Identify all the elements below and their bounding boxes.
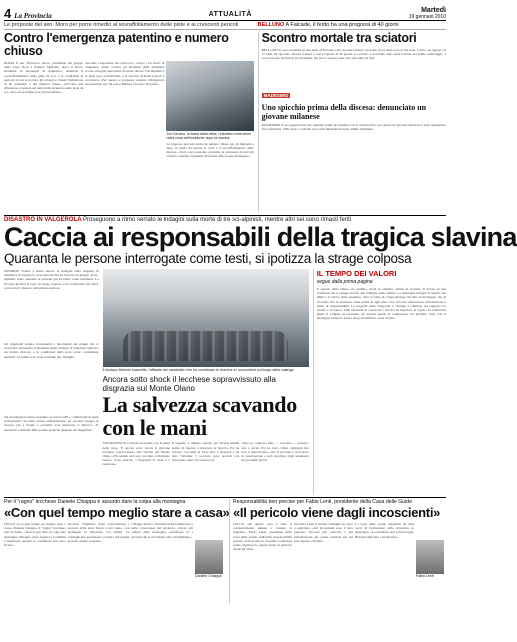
page-header — [4, 3, 446, 21]
madesimo-headline: Uno spicchio prima della discesa: denunciato un giovane milanese — [261, 103, 427, 121]
salvezza-col-3: «Non so come ho fatto — racconta — pensavo solo a uscire. Poi ho visto i miei compagni che non si muovevano». Ora il giovane è ricoverato in osservazione e sarà ascoltato dagli inquirenti nei prossimi giorni. — [241, 441, 309, 463]
chiappa-portrait — [195, 540, 223, 574]
page-number: 4 — [4, 6, 12, 21]
lenti-headline: «Il pericolo viene dagli incoscienti» — [233, 505, 441, 520]
strip-left: Le proposte del sen. Moro per porre rimedio al sovraffollamento delle piste e ai crescenti pericoli — [4, 22, 239, 28]
chiappa-strip: Per il "ragno" lecchese Daniele Chiappa è assurdo dare la colpa alla montagna — [4, 499, 186, 505]
article-scontro — [258, 32, 446, 212]
disaster-label: DISASTRO IN VALGEROLA — [4, 217, 82, 223]
chiappa-headline: «Con quel tempo meglio stare a casa» — [4, 505, 230, 520]
salvezza-col-2: Il ragazzo è rimasto sepolto per diversi minuti prima di riuscire a muovere le braccia. Poi ha scavato con tutte le forze fino a liberarsi e ha dato l'allarme. I soccorsi sono arrivati con l'elicottero dopo circa mezz'ora. — [171, 441, 240, 463]
lenti-col-1: LECCO «In questo caso è stato il comportamento umano a causare la tragedia». Fabio Lenti, presidente della Casa delle Guide, individua responsabilità precise. «Chi si muove in quelle condizioni senza rispettare le regole mette in pericolo anche gli altri». — [233, 522, 292, 552]
bottom-row — [4, 497, 446, 604]
chiappa-col-2: Secondo l'alpinista, molti sottovalutano i pericoli della neve fresca e del vento. «La montagna va affrontata con umiltà. Le valanghe non perdonano e anche i più esperti possono essere sorpresi». — [67, 522, 130, 543]
lenti-columns — [233, 522, 446, 604]
strip-right-text: A Falcade, il ferito ha una prognosi di 40 giorni — [285, 22, 399, 28]
patentino-col-1: ROMA Il sen. Francesco Moro, presidente del gruppo della Lega Nord a Palazzo Madama, dopo il nuovo incidente in montagna di domenica, denuncia il «sovraffollamento delle piste da sci» e le condizioni di pericolo in cui si trovano gli sciatori e chiede l'istituzione di un patentino e del numero chiuso. «Occorre una riflessione profonda sul tema della sicurezza sulle piste da sci, che è un problema non più rinviabile». — [4, 61, 84, 95]
headline-patentino: Contro l'emergenza patentino e numero chiuso — [4, 31, 229, 58]
patentino-photo-caption: Sul Cervino, la frana dalla vetta: l'elicottero interviene nella zona dell'incidente dopo la slavina — [166, 132, 252, 141]
main-headline: Caccia ai responsabili della tragica slavina — [4, 222, 517, 252]
lenti-col-2: Secondo Lenti il rischio valanghe era noto e segnalato. «Gli incoscienti sono il vero pericolo. Occorre più controllo e più informazione, ma anche sanzioni per chi non rispetta i divieti». — [294, 522, 353, 543]
rescue-photo-caption: Il sindaco Michele Ioannidis, l'ufficiale dei carabinieri che ha coordinato le ricerche e i soccorritori sul luogo della valanga — [102, 368, 294, 372]
rescue-crowd — [123, 331, 288, 361]
chiappa-portrait-col — [195, 522, 225, 604]
main-subheadline: Quaranta le persone interrogate come testi, si ipotizza la strage colposa — [4, 251, 412, 266]
editorial-subhead: segue dalla prima pagina — [316, 279, 373, 285]
main-body-2: Gli inquirenti stanno ricostruendo i movimenti dei gruppi che si trovavano sul pendio al momento della valanga. Il bollettino indicava un rischio marcato e le condizioni della neve erano considerate instabili. Le salme sono state restituite alle famiglie. — [4, 342, 99, 359]
editorial-body: Il sagrato della chiesa era gremito, molti in silenzio, alcuni in lacrime. Il dolore di una comunità che si stringe attorno alle famiglie delle vittime. La montagna insegna il rispetto dei limiti e il valore della prudenza. Non si tratta di colpevolizzare chi ama la montagna, ma di ricordare che la sicurezza viene prima di ogni altra cosa. Occorre educazione, informazione e senso di responsabilità. La tragedia della Valgerola ci obbliga a riflettere sul rapporto tra l'uomo e la natura, sulla necessità di conoscere i rischi e di rispettare le regole. Le istituzioni hanno il compito di prevenire, gli sciatori quello di comportarsi con giudizio. Solo così la montagna tornerà a essere luogo di bellezza e non di lutto. — [316, 287, 446, 321]
middle-row — [4, 269, 446, 495]
patentino-col-3: La proposta prevede anche un numero chiuso per gli impianti a fune, in modo da evitare le code e il sovraffollamento delle discese. «Solo così possiamo garantire la sicurezza di tutti gli sciatori e tutelare il turismo invernale delle nostre montagne». — [166, 141, 254, 159]
headline-scontro: Scontro mortale tra sciatori — [261, 31, 417, 45]
editorial-box — [313, 269, 446, 495]
main-body-3: Gli investigatori hanno acquisito le tracce GPS e i filmati girati dagli escursionisti. Secondo alcune testimonianze, un secondo gruppo si trovava più a monte e potrebbe aver innescato il distacco. Si attendono i risultati delle perizie tecniche disposte dal magistrato. — [4, 415, 99, 432]
rescue-photo — [103, 269, 309, 367]
salvezza-block — [103, 269, 309, 495]
madesimo-kicker: MADESIMO — [263, 93, 289, 98]
salvezza-kicker: Ancora sotto shock il lecchese sopravvissuto alla disgrazia sul Monte Olano — [102, 375, 276, 394]
top-row — [4, 32, 446, 212]
disaster-text: Proseguono a ritmo serrato le indagini sulla morte di tre sci-alpinisti, mentre altri sei sono rimasti feriti — [83, 217, 352, 223]
salvezza-col-1: VALMASINO Si è salvato scavando con le mani nella neve. È ancora sotto shock il giovane lecchese sopravvissuto alla slavina sul Monte Olano. «Ho sentito un boato, poi tutto è diventato bianco. Sono riuscito a liberarmi la testa e a respirare». — [102, 441, 170, 467]
article-chiappa — [4, 499, 230, 604]
patentino-columns — [4, 61, 254, 164]
chiappa-col-1: LECCO «Con quel tempo era meglio stare a casa». Daniele Chiappa, il "ragno" lecchese, non ha dubbi. «Non si può dare la colpa alla montagna. Bisogna saper leggere i bollettini e rinunciare quando le condizioni non sono sicure». — [4, 522, 66, 548]
date-block — [409, 8, 446, 20]
salvezza-headline: La salvezza scavando con le mani — [102, 392, 297, 441]
lenti-portrait-col — [416, 522, 446, 604]
chiappa-portrait-caption: Daniele Chiappa — [195, 574, 222, 578]
strip-right — [258, 22, 446, 28]
top-strip — [4, 21, 446, 30]
strip-tag: BELLUNO — [257, 22, 285, 28]
lenti-strip: Responsabilità ben precise per Fabio Lenti, presidente della Casa delle Guide — [233, 499, 413, 505]
lenti-col-3: La Casa delle Guide organizza da anni corsi di formazione sulla sicurezza in montagna. «La prudenza non è mai troppa. Bisogna imparare a rinunciare». — [355, 522, 414, 539]
weekday: Martedì — [421, 7, 446, 14]
main-body-col — [4, 269, 99, 495]
lenti-portrait-caption: Fabio Lenti — [416, 574, 434, 578]
scontro-body: BELLUNO Si sono scontrati su una pista di Falcade e uno dei due sciatori, un uomo di 42 anni, non ce l'ha fatta. L'altro, un ragazzo di 17 anni, ha riportato diverse fratture e una prognosi di 40 giorni. Lo scontro è avvenuto sulla pista Laresei nel primo pomeriggio. I soccorsi sono arrivati in pochi minuti, ma per lo sciatore non c'era più nulla da fare. — [261, 48, 446, 61]
patentino-col-2: Secondo l'esponente del Carroccio, «dopo i tre morti di domenica, senza contare gli incidenti delle settimane scorse, bisogna intervenire in modo deciso. Gli impianti e le piste sono sovraffollati, e la velocità di molti sciatori è eccessiva». Per questo la proposta: rendere obbligatorio un patentino per chi scia e limitare l'accesso alle piste. — [85, 61, 165, 87]
newspaper-name: La Provincia — [14, 12, 52, 20]
date: 19 gennaio 2010 — [408, 14, 446, 20]
patentino-photo-col — [166, 61, 253, 164]
mountain-photo — [166, 61, 253, 131]
section-title: ATTUALITÀ — [208, 11, 252, 18]
main-body-1: SONDRIO Volano a ritmo serrato le indagini sulla tragedia di domenica in Valgerola, dove una slavina ha travolto un gruppo di sci-alpinisti. Sono quaranta le persone già ascoltate come testimoni. La Procura ipotizza il reato di strage colposa e sta verificando chi abbia provocato il distacco della massa nevosa. — [4, 269, 99, 290]
chiappa-columns — [4, 522, 225, 604]
editorial-headline: IL TEMPO DEI VALORI — [316, 269, 397, 278]
article-patentino — [4, 32, 254, 212]
header-left — [4, 8, 52, 20]
lenti-portrait — [416, 540, 444, 574]
chiappa-col-3: Chiappa invita a investire nella formazione e nella conoscenza del territorio. «Serve più cultura della montagna, soprattutto tra i giovani che si avvicinano allo scialpinismo». — [131, 522, 194, 539]
article-lenti — [229, 499, 446, 604]
salvezza-columns — [103, 441, 309, 507]
madesimo-body: MADESIMO Si era appena fatto uno spinello prima di scendere con lo snowboard e per questo un giovane milanese è stato denunciato dai carabinieri. Sulle piste i controlli sono stati intensificati nelle ultime settimane. — [261, 123, 446, 132]
